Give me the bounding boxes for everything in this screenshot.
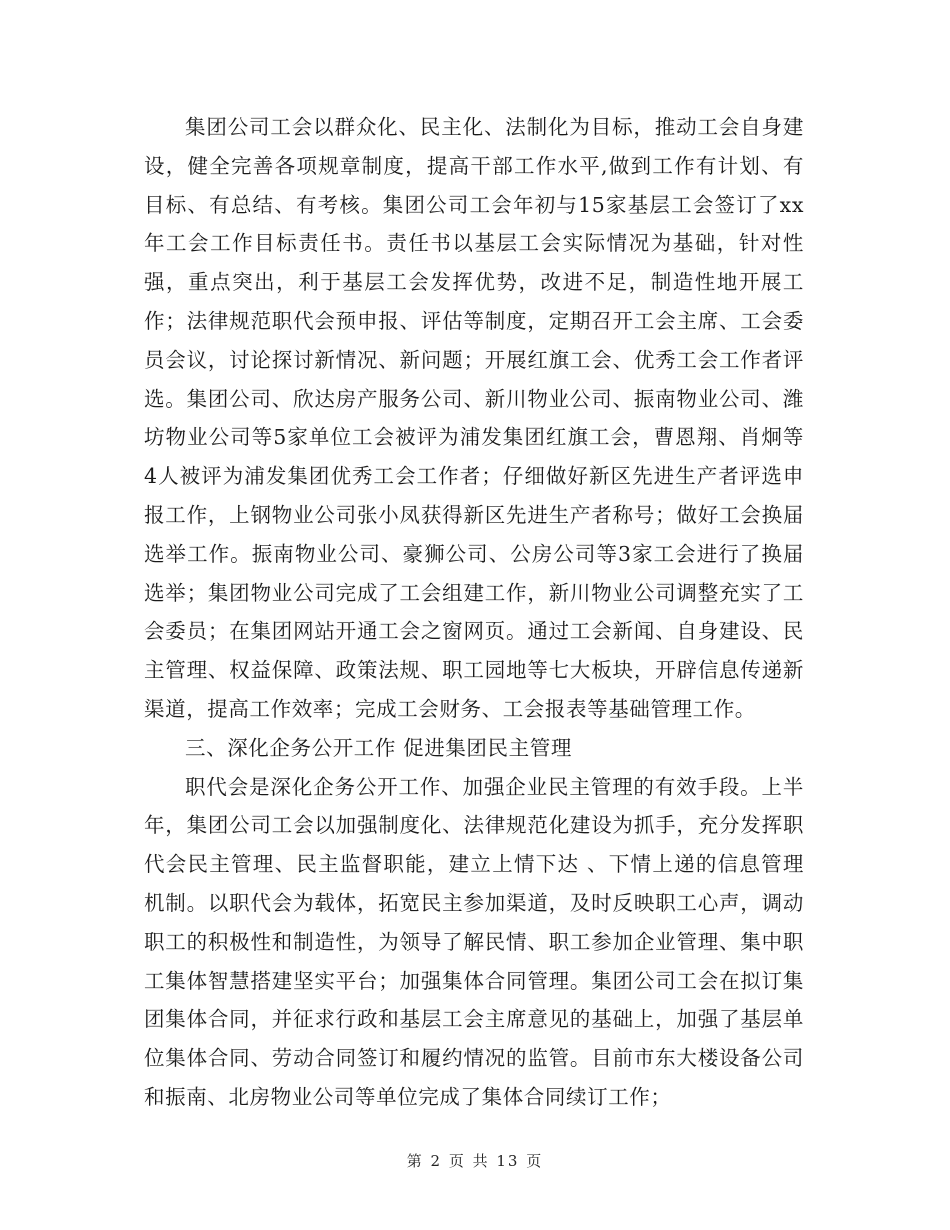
body-paragraph-1: 集团公司工会以群众化、民主化、法制化为目标，推动工会自身建设，健全完善各项规章制度，提高干部工作水平,做到工作有计划、有目标、有总结、有考核。集团公司工会年初与15家基层工会签订了xx年工会工作目标责任书。责任书以基层工会实际情况为基础，针对性强，重点突出，利于基层工会发挥优势，改进不足，制造性地开展工作；法律规范职代会预申报、评估等制度，定期召开工会主席、工会委员会议，讨论探讨新情况、新问题；开展红旗工会、优秀工会工作者评选。集团公司、欣达房产服务公司、新川物业公司、振南物业公司、潍坊物业公司等5家单位工会被评为浦发集团红旗工会，曹恩翔、肖炯等4人被评为浦发集团优秀工会工作者；仔细做好新区先进生产者评选申报工作，上钢物业公司张小凤获得新区先进生产者称号；做好工会换届选举工作。振南物业公司、豪狮公司、公房公司等3家工会进行了换届选举；集团物业公司完成了工会组建工作，新川物业公司调整充实了工会委员；在集团网站开通工会之窗网页。通过工会新闻、自身建设、民主管理、权益保障、政策法规、职工园地等七大板块，开辟信息传递新渠道，提高工作效率；完成工会财务、工会报表等基础管理工作。 — [144, 115, 804, 721]
page-footer: 第 2 页 共 13 页 — [406, 1152, 544, 1170]
document-body — [144, 108, 804, 1117]
body-paragraph-2: 职代会是深化企务公开工作、加强企业民主管理的有效手段。上半年，集团公司工会以加强制度化、法律规范化建设为抓手，充分发挥职代会民主管理、民主监督职能，建立上情下达 、下情上递的信息管理机制。以职代会为载体，拓宽民主参加渠道，及时反映职工心声，调动职工的积极性和制造性，为领导了解民情、职工参加企业管理、集中职工集体智慧搭建坚实平台；加强集体合同管理。集团公司工会在拟订集团集体合同，并征求行政和基层工会主席意见的基础上，加强了基层单位集体合同、劳动合同签订和履约情况的监管。目前市东大楼设备公司和振南、北房物业公司等单位完成了集体合同续订工作； — [144, 774, 804, 1109]
section-heading: 三、深化企务公开工作 促进集团民主管理 — [185, 735, 572, 760]
